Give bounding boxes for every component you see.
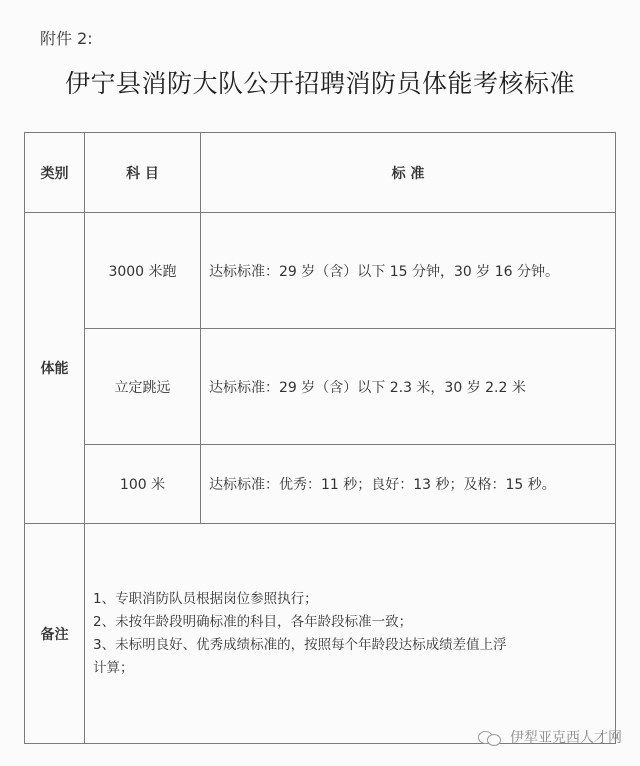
document-title: 伊宁县消防大队公开招聘消防员体能考核标准 xyxy=(64,69,575,98)
subject-cell: 100 米 xyxy=(85,445,201,524)
watermark xyxy=(478,727,622,747)
note-line: 3、未标明良好、优秀成绩标准的，按照每个年龄段达标成绩差值上浮 xyxy=(93,636,507,653)
table-header-row xyxy=(25,133,616,213)
header-standard: 标 准 xyxy=(201,133,616,213)
subject-cell: 立定跳远 xyxy=(85,329,201,445)
standards-table xyxy=(24,132,616,744)
subject-cell: 3000 米跑 xyxy=(85,213,201,329)
note-line: 计算； xyxy=(93,659,134,676)
standard-cell: 达标标准：29 岁（含）以下 15 分钟，30 岁 16 分钟。 xyxy=(201,213,616,329)
notes-cell xyxy=(85,524,616,744)
header-subject: 科 目 xyxy=(85,133,201,213)
table-row xyxy=(25,445,616,524)
notes-row xyxy=(25,524,616,744)
note-line: 2、未按年龄段明确标准的科目，各年龄段标准一致； xyxy=(93,613,413,630)
standard-cell: 达标标准：29 岁（含）以下 2.3 米，30 岁 2.2 米 xyxy=(201,329,616,445)
note-line: 1、专职消防队员根据岗位参照执行； xyxy=(93,590,318,607)
category-cell-notes: 备注 xyxy=(25,524,85,744)
table-row xyxy=(25,213,616,329)
category-cell-physical: 体能 xyxy=(25,213,85,524)
standard-cell: 达标标准：优秀：11 秒；良好：13 秒；及格：15 秒。 xyxy=(201,445,616,524)
wechat-icon xyxy=(478,729,504,745)
header-category: 类别 xyxy=(25,133,85,213)
attachment-label: 附件 2: xyxy=(40,29,93,48)
table-row xyxy=(25,329,616,445)
watermark-text: 伊犁亚克西人才网 xyxy=(510,730,622,746)
